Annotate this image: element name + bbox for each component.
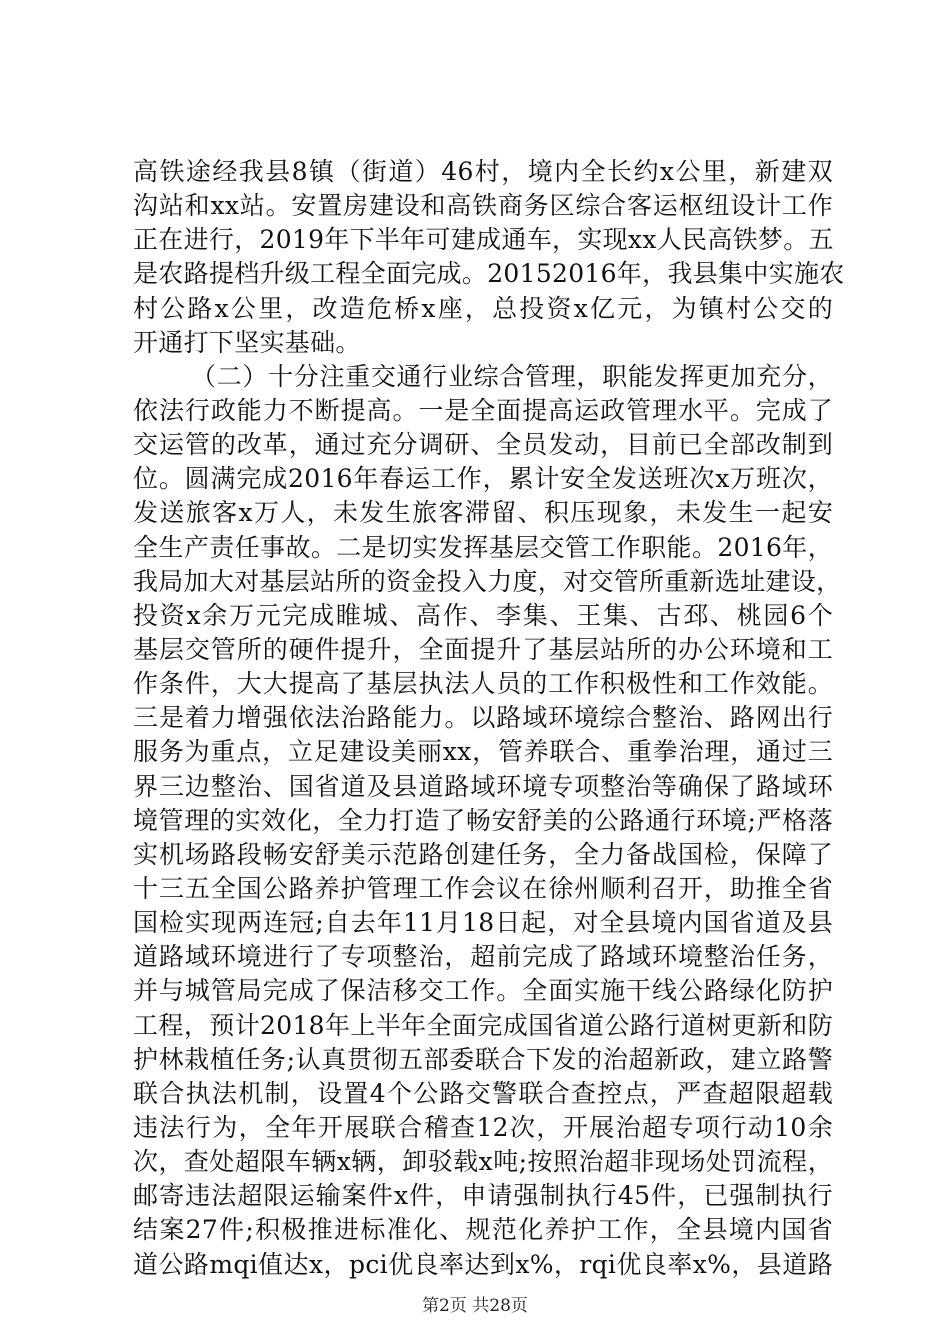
text-line: 实机场路段畅安舒美示范路创建任务，全力备战国检，保障了: [133, 839, 833, 869]
text-line: 交运管的改革，通过充分调研、全员发动，目前已全部改制到: [133, 430, 833, 460]
text-line: 违法行为，全年开展联合稽查12次，开展治超专项行动10余: [133, 1112, 833, 1142]
text-line: 十三五全国公路养护管理工作会议在徐州顺利召开，助推全省: [133, 873, 833, 903]
text-line: 高铁途经我县8镇（街道）46村，境内全长约x公里，新建双: [133, 157, 833, 186]
text-line: 国检实现两连冠;自去年11月18日起，对全县境内国省道及县: [133, 908, 833, 938]
text-line: 作条件，大大提高了基层执法人员的工作积极性和工作效能。: [133, 669, 833, 699]
text-line: （二）十分注重交通行业综合管理，职能发挥更加充分，: [191, 361, 833, 391]
text-line: 联合执法机制，设置4个公路交警联合查控点，严查超限超载: [133, 1078, 833, 1108]
page-number-footer: 第2页 共28页: [422, 1296, 528, 1316]
text-line: 邮寄违法超限运输案件x件，申请强制执行45件，已强制执行: [133, 1181, 833, 1211]
text-line: 我局加大对基层站所的资金投入力度，对交管所重新选址建设，: [133, 566, 842, 596]
text-line: 是农路提档升级工程全面完成。20152016年，我县集中实施农: [133, 259, 845, 289]
text-line: 三是着力增强依法治路能力。以路域环境综合整治、路网出行: [133, 703, 833, 733]
text-line: 依法行政能力不断提高。一是全面提高运政管理水平。完成了: [133, 395, 833, 425]
text-line: 次，查处超限车辆x辆，卸驳载x吨;按照治超非现场处罚流程，: [133, 1147, 833, 1177]
text-line: 投资x余万元完成睢城、高作、李集、王集、古邳、桃园6个: [133, 600, 833, 630]
text-line: 服务为重点，立足建设美丽xx，管养联合、重拳治理，通过三: [133, 737, 833, 767]
text-line: 工程，预计2018年上半年全面完成国省道公路行道树更新和防: [133, 1010, 833, 1040]
text-line: 道路域环境进行了专项整治，超前完成了路域环境整治任务，: [133, 942, 833, 972]
text-line: 境管理的实效化，全力打造了畅安舒美的公路通行环境;严格落: [133, 805, 833, 835]
text-line: 村公路x公里，改造危桥x座，总投资x亿元，为镇村公交的: [133, 293, 833, 323]
text-line: 位。圆满完成2016年春运工作，累计安全发送班次x万班次，: [133, 464, 833, 494]
text-line: 基层交管所的硬件提升，全面提升了基层站所的办公环境和工: [133, 634, 833, 664]
text-line: 结案27件;积极推进标准化、规范化养护工作，全县境内国省: [133, 1215, 833, 1245]
text-line: 全生产责任事故。二是切实发挥基层交管工作职能。2016年，: [133, 532, 833, 562]
text-line: 发送旅客x万人，未发生旅客滞留、积压现象，未发生一起安: [133, 498, 833, 528]
text-line: 开通打下坚实基础。: [133, 327, 361, 357]
text-line: 界三边整治、国省道及县道路域环境专项整治等确保了路域环: [133, 771, 833, 801]
text-line: 护林栽植任务;认真贯彻五部委联合下发的治超新政，建立路警: [133, 1044, 833, 1074]
text-line: 道公路mqi值达x，pci优良率达到x%，rqi优良率x%，县道路: [133, 1249, 833, 1279]
text-line: 沟站和xx站。安置房建设和高铁商务区综合客运枢纽设计工作: [133, 191, 833, 221]
document-body: [133, 155, 845, 1282]
text-line: 正在进行，2019年下半年可建成通车，实现xx人民高铁梦。五: [133, 225, 834, 255]
text-line: 并与城管局完成了保洁移交工作。全面实施干线公路绿化防护: [133, 976, 833, 1006]
